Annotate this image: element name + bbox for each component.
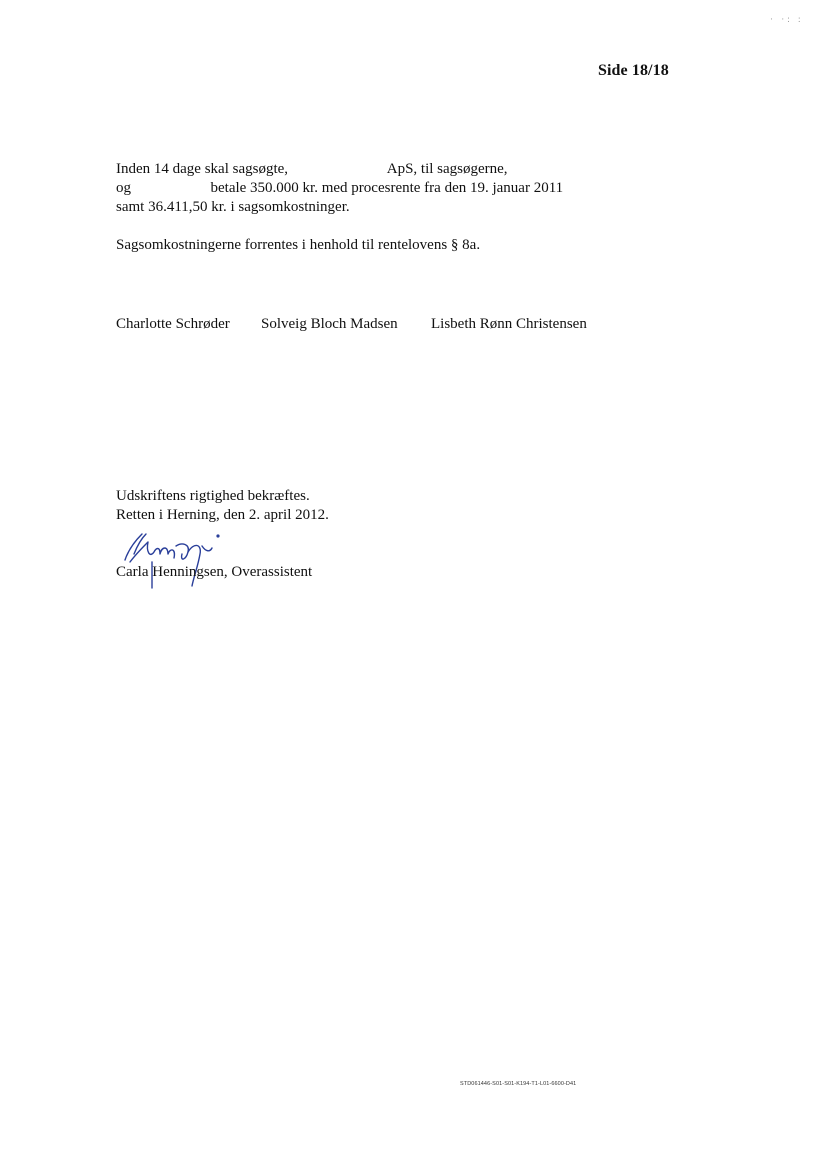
court-location-date: Retten i Herning, den 2. april 2012. [116, 507, 329, 523]
judgment-line-3: samt 36.411,50 kr. i sagsomkostninger. [116, 199, 350, 215]
judge-name: Charlotte Schrøder [116, 316, 230, 332]
signature-block [116, 532, 376, 602]
judgment-text: ApS, til sagsøgerne, [386, 161, 508, 177]
redacted-name [292, 161, 384, 173]
interest-note: Sagsomkostningerne forrentes i henhold til rentelovens § 8a. [116, 237, 481, 253]
judgment-paragraph [116, 160, 606, 217]
page-number: Side 18/18 [598, 62, 669, 79]
certification-line: Udskriftens rigtighed bekræftes. [116, 488, 310, 504]
scan-artifact: · ·: : [770, 14, 804, 24]
judgment-line-1 [116, 160, 606, 179]
redacted-name [135, 180, 207, 192]
judgment-text: betale 350.000 kr. med procesrente fra den 19. januar 2011 [210, 180, 564, 196]
judgment-text: og [116, 180, 131, 196]
judge-name: Lisbeth Rønn Christensen [431, 316, 587, 332]
document-code: STD061446-S01-S01-K194-T1-L01-6600-D41 [460, 1081, 577, 1087]
certification-block [116, 487, 329, 525]
judgment-text: Inden 14 dage skal sagsøgte, [116, 161, 289, 177]
judge-name: Solveig Bloch Madsen [261, 316, 398, 332]
judgment-line-2 [116, 179, 606, 198]
signer-name: Carla Henningsen, Overassistent [116, 564, 313, 580]
